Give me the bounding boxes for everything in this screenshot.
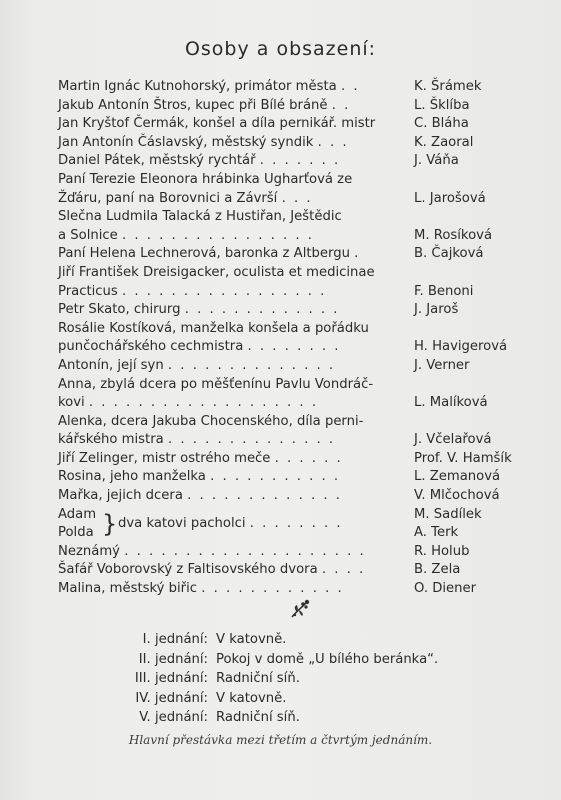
leader-dots: . . .	[281, 190, 313, 206]
cast-row	[58, 431, 528, 450]
cast-row	[58, 115, 528, 134]
role-name: Martin Ignác Kutnohorský, primátor města	[58, 79, 337, 94]
cast-row	[58, 190, 528, 209]
role-name: Šafář Voborovský z Faltisovského dvora	[58, 562, 318, 578]
brace-mark: }	[102, 509, 118, 538]
cast-row	[58, 264, 528, 283]
cast-list	[58, 78, 528, 598]
cast-row	[58, 413, 528, 432]
role-name: Adam	[58, 506, 97, 522]
cast-row	[58, 580, 528, 599]
role-name: Daniel Pátek, městský rychtář	[58, 153, 256, 169]
leader-dots: . . . . . . . . . . . . . . . . . . . .	[124, 543, 366, 559]
actor-name: R. Holub	[414, 543, 470, 559]
leader-dots: . . . . . . . . . . . . . . . .	[121, 227, 314, 243]
cast-row	[58, 376, 528, 395]
actor-name: H. Havigerová	[414, 339, 508, 355]
leader-dots: . . . . . . . . . . . . .	[184, 302, 340, 318]
act-setting: V katovně.	[216, 690, 287, 706]
cast-row	[58, 561, 528, 580]
actor-name: L. Zemanová	[414, 469, 501, 485]
actor-name: K. Šrámek	[414, 79, 482, 94]
page-title: Osoby a obsazení:	[184, 38, 377, 60]
pacholci-group	[58, 506, 528, 543]
actor-name: L. Malíková	[414, 395, 488, 411]
cast-row	[58, 543, 528, 562]
leader-dots: . . . . . .	[274, 450, 343, 466]
actor-name: J. Včelařová	[414, 432, 492, 448]
role-name: Malina, městský biřic	[58, 580, 198, 596]
act-setting: V katovně.	[216, 632, 287, 647]
act-row	[0, 630, 561, 650]
acts-list	[0, 630, 561, 728]
role-name: punčochářského cechmistra	[58, 339, 244, 355]
role-name: Jakub Antonín Štros, kupec při Bílé bráně	[58, 97, 328, 113]
role-name: Paní Terezie Eleonora hrábinka Ugharťová ze	[58, 171, 353, 187]
role-name: Žďáru, paní na Borovnici a Závrší	[58, 190, 278, 206]
actor-name: J. Jaroš	[414, 302, 459, 318]
cast-row	[58, 487, 528, 506]
act-number: II. jednání:	[138, 651, 208, 667]
actor-name: J. Verner	[414, 357, 470, 373]
role-name: Slečna Ludmila Talacká z Hustiřan, Ještědic	[58, 209, 342, 225]
act-number: III. jednání:	[134, 671, 208, 686]
role-name: Anna, zbylá dcera po měšťenínu Pavlu Vondráč-	[58, 376, 374, 392]
leader-dots: . . . . . . . . . . . . . . . . . . .	[88, 395, 319, 411]
actor-name: L. Jarošová	[414, 190, 486, 206]
cast-row	[58, 468, 528, 487]
act-number: V. jednání:	[139, 710, 208, 725]
cast-row	[58, 134, 528, 153]
role-name: Jiří František Dreisigacker, oculista et medicinae	[58, 264, 375, 280]
role-name: Jan Kryštof Čermák, konšel a díla pernikář. mistr	[58, 116, 376, 132]
role-name: Alenka, dcera Jakuba Chocenského, díla perni-	[58, 413, 364, 429]
act-setting: Radniční síň.	[216, 710, 300, 725]
actor-name: J. Váňa	[414, 153, 459, 169]
act-row	[0, 708, 561, 728]
leader-dots: .	[354, 246, 361, 262]
role-name: Practicus	[58, 283, 118, 299]
cast-row	[58, 301, 528, 320]
leader-dots: . . . . . . .	[259, 153, 341, 169]
role-name: Petr Skato, chirurg	[58, 302, 181, 318]
actor-name: B. Zela	[414, 562, 461, 578]
role-name: Polda	[58, 524, 94, 540]
cast-row	[58, 394, 528, 413]
act-row	[0, 650, 561, 670]
leader-dots: . . . . . . . .	[247, 339, 341, 355]
act-row	[0, 689, 561, 709]
actor-name: L. Šklíba	[414, 97, 470, 113]
cast-row	[58, 152, 528, 171]
role-name: Paní Helena Lechnerová, baronka z Altbergu	[58, 246, 350, 262]
cast-row	[58, 227, 528, 246]
leader-dots: . . . . . . . . . . . . . . . . .	[122, 283, 327, 299]
leader-dots: . .	[331, 97, 351, 113]
actor-name: O. Diener	[414, 580, 477, 596]
leader-dots: . . . . . . . . . . . . . .	[167, 432, 336, 448]
leader-dots: . . . . . . . . . . .	[210, 469, 341, 485]
actor-name: B. Čajková	[414, 246, 484, 262]
leader-dots: . .	[340, 79, 360, 94]
role-description: dva katovi pacholci	[118, 515, 246, 531]
actor-name: C. Bláha	[414, 116, 469, 132]
cast-row	[58, 283, 528, 302]
act-setting: Radniční síň.	[216, 671, 300, 686]
leader-dots: . . . . . . . . . . . .	[201, 580, 344, 596]
act-number: I. jednání:	[142, 632, 208, 647]
role-name: Mařka, jejich dcera	[58, 488, 183, 504]
role-name: Rosálie Kostíková, manželka konšela a pořádku	[58, 320, 369, 336]
role-name: Jiří Zelinger, mistr ostrého meče	[58, 450, 271, 466]
actor-name: V. Mlčochová	[414, 488, 500, 504]
actor-name: A. Terk	[414, 524, 459, 540]
actor-name: M. Sadílek	[414, 506, 482, 522]
cast-row	[58, 450, 528, 469]
leader-dots: . . . . . . . . . . . . .	[187, 488, 342, 504]
cast-row	[58, 208, 528, 227]
leader-dots: . . .	[317, 134, 349, 150]
cast-row	[58, 171, 528, 190]
act-number: IV. jednání:	[135, 690, 208, 706]
leader-dots: . . . .	[321, 562, 366, 578]
act-row	[0, 669, 561, 689]
act-setting: Pokoj v domě „U bílého beránka“.	[216, 651, 439, 667]
role-name: Jan Antonín Čáslavský, městský syndik	[58, 134, 314, 150]
cast-row	[58, 338, 528, 357]
cast-row	[58, 97, 528, 116]
actor-name: Prof. V. Hamšík	[414, 450, 512, 466]
cast-row	[58, 78, 528, 97]
role-name: Antonín, její syn	[58, 357, 164, 373]
cast-row	[58, 245, 528, 264]
role-name: kářského mistra	[58, 432, 164, 448]
actor-name: K. Zaoral	[414, 134, 474, 150]
role-name: a Solnice	[58, 227, 118, 243]
role-name: kovi	[58, 395, 85, 411]
role-name: Rosina, jeho manželka	[58, 469, 206, 485]
actor-name: F. Benoni	[414, 283, 474, 299]
floral-ornament-icon	[288, 597, 312, 621]
role-name: Neznámý	[58, 543, 120, 559]
cast-row	[58, 357, 528, 376]
intermission-note: Hlavní přestávka mezi třetím a čtvrtým jednáním.	[128, 733, 433, 747]
leader-dots: . . . . . . . . . . . . . .	[167, 357, 336, 373]
cast-row	[58, 320, 528, 339]
leader-dots: . . . . . . . .	[249, 515, 343, 531]
actor-name: M. Rosíková	[414, 227, 493, 243]
